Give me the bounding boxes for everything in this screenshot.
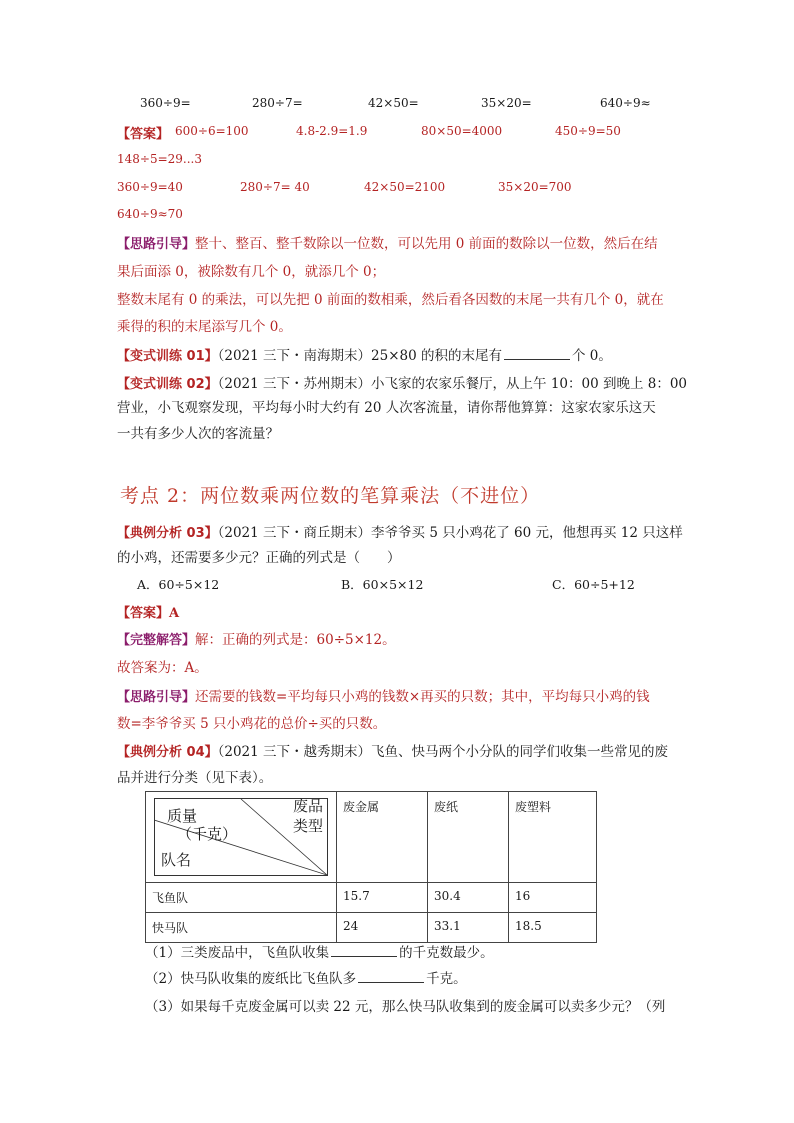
section-heading: 考点 2：两位数乘两位数的笔算乘法（不进位）	[120, 485, 541, 507]
diag-label: （千克）	[177, 825, 238, 843]
variant-text: 一共有多少人次的客流量？	[117, 426, 279, 442]
answer-tag: 【答案】	[117, 606, 170, 621]
question-text: （1）三类废品中，飞鱼队收集	[145, 945, 330, 961]
option-a[interactable]: A．60÷5×12	[137, 577, 220, 592]
variant-tag: 【变式训练 01】	[117, 349, 218, 364]
exercise-line: 42×50=	[368, 96, 419, 110]
answer-blank[interactable]	[358, 969, 424, 983]
hint-tag: 【思路引导】	[117, 237, 196, 252]
exercise-line: 280÷7=	[252, 96, 303, 110]
variant-01	[117, 343, 612, 369]
answer-item: 600÷6=100	[175, 124, 249, 138]
column-header: 废金属	[337, 792, 428, 883]
example-04	[117, 739, 668, 765]
team-cell: 飞鱼队	[146, 883, 337, 913]
solution-tag: 【完整解答】	[117, 633, 196, 648]
question-text: （2）快马队收集的废纸比飞鱼队多	[145, 971, 357, 987]
diag-label: 队名	[161, 851, 192, 869]
variant-text: （2021 三下・南海期末）25×80 的积的末尾有	[217, 348, 502, 364]
variant-02	[117, 371, 687, 397]
example-text: （2021 三下・商丘期末）李爷爷买 5 只小鸡花了 60 元，他想再买 12 只这样	[217, 525, 683, 541]
diag-label: 质量	[167, 807, 198, 825]
question-3: （3）如果每千克废金属可以卖 22 元，那么快马队收集到的废金属可以卖多少元？（列	[145, 999, 666, 1015]
example-solution	[117, 628, 396, 648]
table-header-row	[146, 792, 597, 883]
conclusion-text: 故答案为：A。	[117, 660, 208, 676]
column-header: 废纸	[428, 792, 509, 883]
answer-item: 280÷7= 40	[240, 180, 310, 194]
option-b[interactable]: B．60×5×12	[341, 577, 424, 592]
question-1	[145, 940, 494, 966]
question-2	[145, 966, 467, 992]
example-text: （2021 三下・越秀期末）飞鱼、快马两个小分队的同学们收集一些常见的废	[217, 744, 669, 760]
question-text: 千克。	[426, 971, 467, 987]
question-text: 的千克数最少。	[399, 945, 494, 961]
hint-text: 整数末尾有 0 的乘法，可以先把 0 前面的数相乘，然后看各因数的末尾一共有几个 0，就在	[117, 292, 664, 308]
answer-blank[interactable]	[331, 943, 397, 957]
example-text: 的小鸡，还需要多少元？正确的列式是（ ）	[117, 550, 401, 566]
hint-text: 还需要的钱数=平均每只小鸡的钱数×再买的只数；其中，平均每只小鸡的钱	[195, 689, 650, 705]
hint-tag: 【思路引导】	[117, 690, 196, 705]
answer-item: 450÷9=50	[555, 124, 621, 138]
example-text: 品并进行分类（见下表）。	[117, 770, 273, 786]
hint-line	[117, 232, 658, 252]
variant-text: 营业，小飞观察发现，平均每小时大约有 20 人次客流量，请你帮他算算：这家农家乐这天	[117, 400, 656, 416]
hint-text: 整十、整百、整千数除以一位数，可以先用 0 前面的数除以一位数，然后在结	[195, 236, 658, 252]
answer-item: 148÷5=29...3	[117, 152, 202, 166]
value-cell: 30.4	[428, 883, 509, 913]
diag-label: 废品	[292, 797, 323, 815]
variant-tag: 【变式训练 02】	[117, 377, 218, 392]
exercise-line: 640÷9≈	[600, 96, 651, 110]
answer-item: 640÷9≈70	[117, 207, 183, 221]
value-cell: 18.5	[509, 913, 597, 943]
answer-item: 4.8-2.9=1.9	[296, 124, 368, 138]
example-answer	[117, 602, 179, 621]
diag-label: 类型	[292, 817, 323, 835]
answer-item: 360÷9=40	[117, 180, 183, 194]
answer-value: A	[169, 606, 180, 621]
answer-blank[interactable]	[504, 346, 570, 360]
answer-item: 42×50=2100	[364, 180, 446, 194]
value-cell: 33.1	[428, 913, 509, 943]
option-c[interactable]: C．60÷5+12	[552, 577, 635, 592]
example-tag: 【典例分析 04】	[117, 745, 218, 760]
variant-text: （2021 三下・苏州期末）小飞家的农家乐餐厅，从上午 10：00 到晚上 8：00	[217, 376, 688, 392]
column-header: 废塑料	[509, 792, 597, 883]
answer-tag: 【答案】	[117, 127, 170, 142]
exercise-line: 360÷9=	[140, 96, 191, 110]
table-row	[146, 913, 597, 943]
table-row	[146, 883, 597, 913]
waste-table	[145, 791, 597, 943]
answer-item: 80×50=4000	[421, 124, 503, 138]
variant-text: 个 0。	[571, 348, 612, 364]
value-cell: 24	[337, 913, 428, 943]
value-cell: 16	[509, 883, 597, 913]
exercise-line: 35×20=	[481, 96, 532, 110]
diagonal-header-cell	[146, 792, 337, 883]
answer-item: 35×20=700	[498, 180, 572, 194]
example-tag: 【典例分析 03】	[117, 526, 218, 541]
example-03	[117, 520, 683, 546]
hint-text: 数=李爷爷买 5 只小鸡花的总价÷买的只数。	[117, 716, 387, 732]
hint-text: 乘得的积的末尾添写几个 0。	[117, 319, 292, 335]
hint-line	[117, 685, 650, 705]
hint-text: 果后面添 0，被除数有几个 0，就添几个 0；	[117, 264, 386, 280]
solution-text: 解：正确的列式是：60÷5×12。	[195, 632, 396, 648]
value-cell: 15.7	[337, 883, 428, 913]
team-cell: 快马队	[146, 913, 337, 943]
